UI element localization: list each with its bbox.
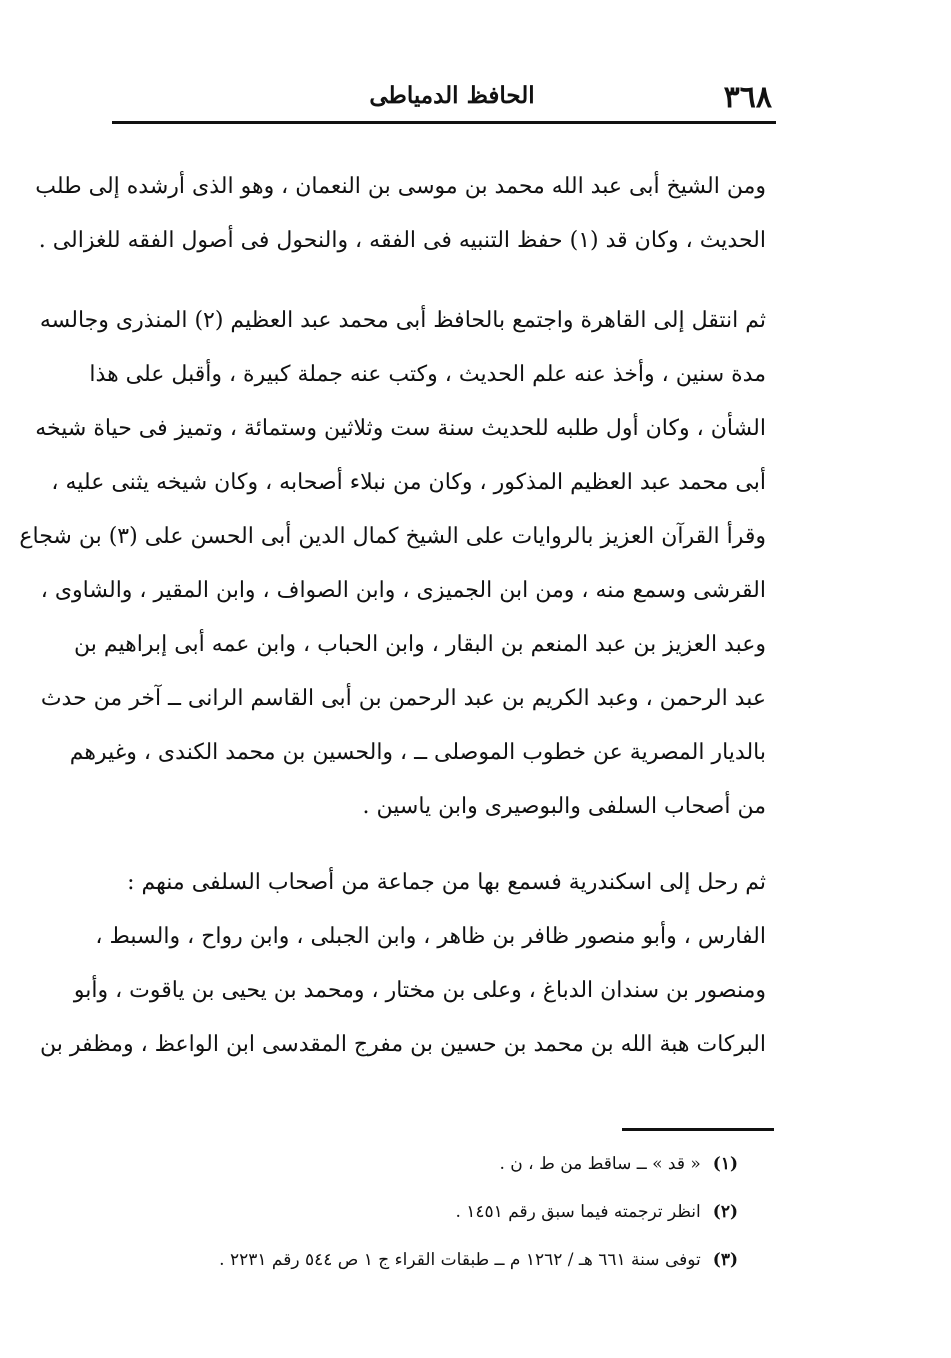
text-line: ثم رحل إلى اسكندرية فسمع بها من جماعة من أصحاب السلفى منهم : <box>127 870 766 895</box>
text-line: ثم انتقل إلى القاهرة واجتمع بالحافظ أبى محمد عبد العظيم (٢) المنذرى وجالسه <box>39 308 766 333</box>
footnote-text: توفى سنة ٦٦١ هـ / ١٢٦٢ م ــ طبقات القراء ج ١ ص ٥٤٤ رقم ٢٢٣١ . <box>219 1250 701 1270</box>
text-line: البركات هبة الله بن محمد بن حسين بن مفرج المقدسى ابن الواعظ ، ومظفر بن <box>40 1032 766 1057</box>
text-line: وقرأ القرآن العزيز بالروايات على الشيخ كمال الدين أبى الحسن على (٣) بن شجاع <box>19 524 766 549</box>
page-number: ٣٦٨ <box>723 80 772 115</box>
text-line: وعبد العزيز بن عبد المنعم بن البقار ، وابن الحباب ، وابن عمه أبى إبراهيم بن <box>74 632 766 657</box>
text-line: الحديث ، وكان قد (١) حفظ التنبيه فى الفقه ، والنحول فى أصول الفقه للغزالى . <box>38 228 766 253</box>
text-line: الشأن ، وكان أول طلبه للحديث سنة ست وثلاثين وستمائة ، وتميز فى حياة شيخه <box>35 416 766 441</box>
paragraph-1 <box>35 160 766 268</box>
footnote-text: « قد » ــ ساقط من ط ، ن . <box>499 1154 701 1174</box>
paragraph-2 <box>19 294 766 834</box>
main-text <box>19 160 766 1098</box>
text-line: من أصحاب السلفى والبوصيرى وابن ياسين . <box>362 794 766 819</box>
footnote-separator <box>622 1128 774 1131</box>
footnotes <box>150 1146 738 1290</box>
paragraph-3 <box>40 856 766 1072</box>
running-title: الحافظ الدمياطى <box>369 82 535 109</box>
footnote-label: (١) <box>712 1154 738 1174</box>
footnote-label: (٣) <box>712 1250 738 1270</box>
footnote-label: (٢) <box>712 1202 738 1222</box>
text-line: القرشى وسمع منه ، ومن ابن الجميزى ، وابن الصواف ، وابن المقير ، والشاوى ، <box>40 578 766 603</box>
footnote-1 <box>150 1146 738 1194</box>
text-line: ومنصور بن سندان الدباغ ، وعلى بن مختار ، ومحمد بن يحيى بن ياقوت ، وأبو <box>73 978 766 1003</box>
page-header <box>112 60 776 124</box>
text-line: ومن الشيخ أبى عبد الله محمد بن موسى بن النعمان ، وهو الذى أرشده إلى طلب <box>35 174 766 199</box>
footnote-2 <box>150 1194 738 1242</box>
text-line: عبد الرحمن ، وعبد الكريم بن عبد الرحمن بن أبى القاسم الرانى ــ آخر من حدث <box>40 686 766 711</box>
text-line: مدة سنين ، وأخذ عنه علم الحديث ، وكتب عنه جملة كبيرة ، وأقبل على هذا <box>89 362 766 387</box>
footnote-text: انظر ترجمته فيما سبق رقم ١٤٥١ . <box>455 1202 701 1222</box>
text-line: الفارس ، وأبو منصور ظافر بن ظاهر ، وابن الجبلى ، وابن رواح ، والسبط ، <box>95 924 766 949</box>
header-rule <box>112 121 776 124</box>
footnote-3 <box>150 1242 738 1290</box>
text-line: أبى محمد عبد العظيم المذكور ، وكان من نبلاء أصحابه ، وكان شيخه يثنى عليه ، <box>51 470 766 495</box>
text-line: بالديار المصرية عن خطوب الموصلى ــ ، والحسين بن محمد الكندى ، وغيرهم <box>69 740 766 765</box>
